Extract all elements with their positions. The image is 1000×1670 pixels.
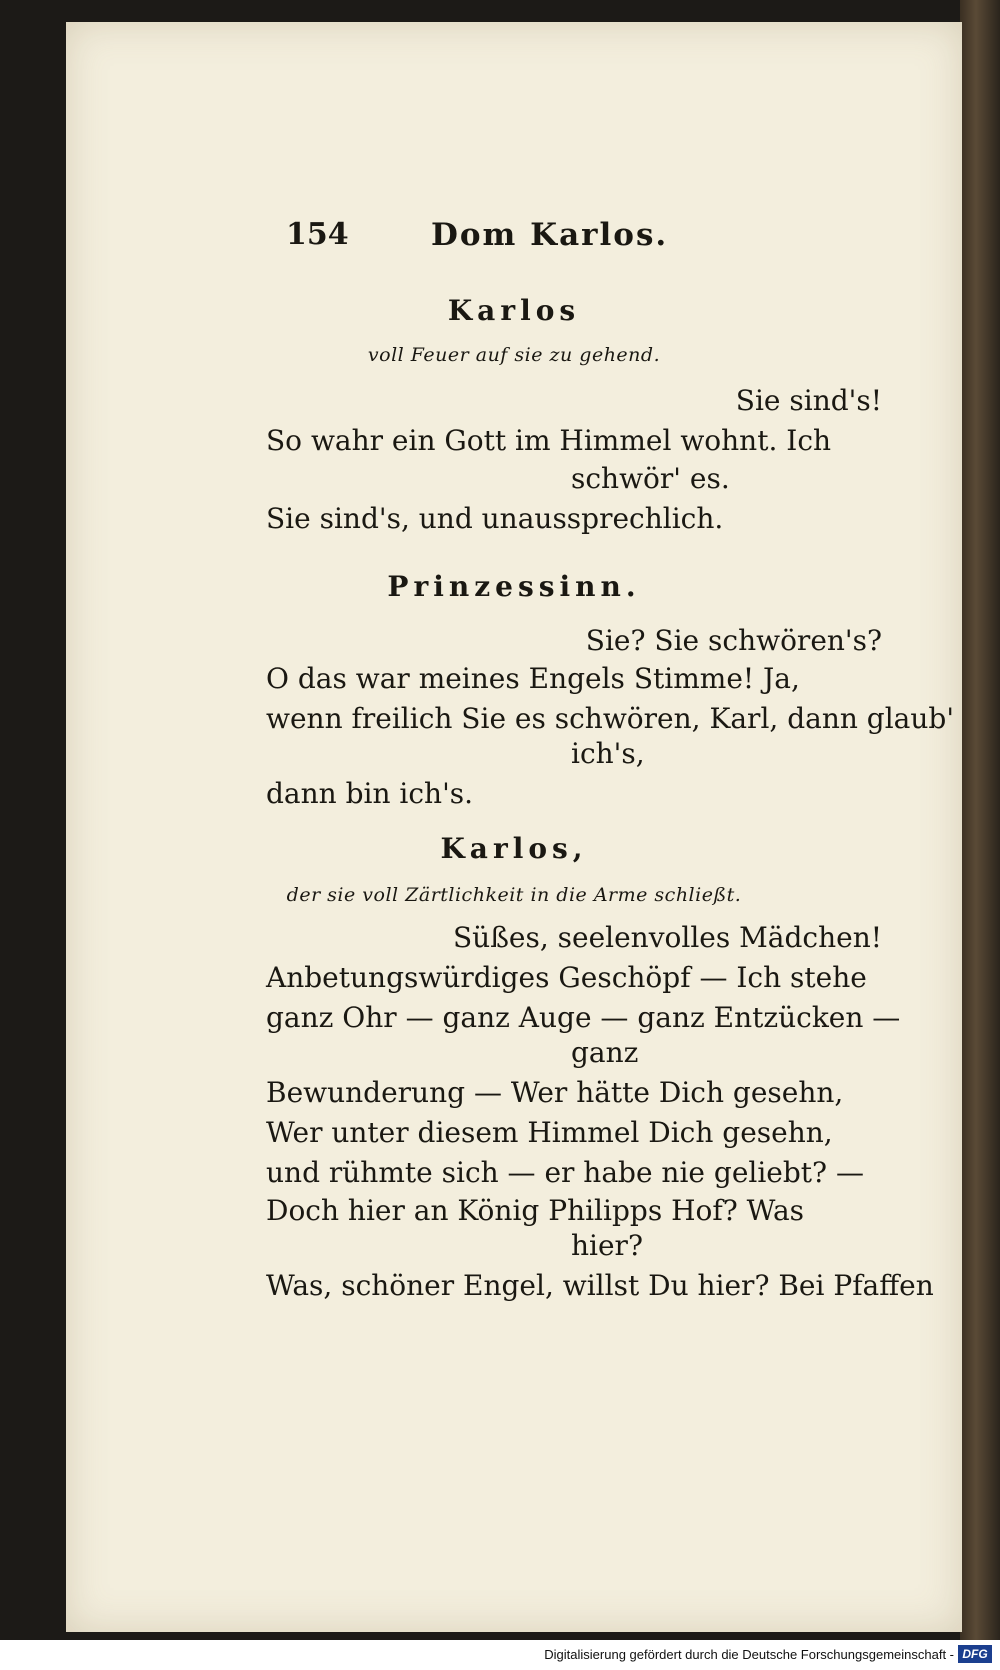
speaker-name: Karlos bbox=[447, 294, 581, 327]
dfg-logo: DFG bbox=[958, 1645, 992, 1663]
verse-line: dann bin ich's. bbox=[266, 777, 474, 810]
running-head bbox=[66, 217, 962, 261]
verse-line: So wahr ein Gott im Himmel wohnt. Ich bbox=[266, 424, 832, 457]
verse-line: Anbetungswürdiges Geschöpf — Ich stehe bbox=[266, 961, 867, 994]
verse-line: ganz bbox=[571, 1036, 639, 1069]
running-title: Dom Karlos. bbox=[431, 217, 669, 253]
verse-line: Süßes, seelenvolles Mädchen! bbox=[452, 921, 882, 954]
verse-line: Doch hier an König Philipps Hof? Was bbox=[266, 1194, 805, 1227]
verse-line: Was, schöner Engel, willst Du hier? Bei Pfaffen bbox=[266, 1269, 934, 1302]
book-edge bbox=[960, 0, 1000, 1640]
digitization-footer bbox=[0, 1640, 1000, 1670]
verse-line: wenn freilich Sie es schwören, Karl, dann glaub' bbox=[266, 702, 955, 735]
verse-line: O das war meines Engels Stimme! Ja, bbox=[266, 662, 800, 695]
verse-line: Sie sind's! bbox=[735, 384, 882, 417]
stage-direction: der sie voll Zärtlichkeit in die Arme schließt. bbox=[286, 884, 742, 906]
verse-line: schwör' es. bbox=[571, 462, 730, 495]
verse-line: ganz Ohr — ganz Auge — ganz Entzücken — bbox=[266, 1001, 901, 1034]
book-page bbox=[66, 22, 962, 1632]
verse-line: hier? bbox=[571, 1229, 643, 1262]
verse-line: ich's, bbox=[571, 737, 645, 770]
speaker-name: Prinzessinn. bbox=[387, 570, 641, 603]
speaker-name: Karlos, bbox=[440, 832, 588, 865]
stage-direction: voll Feuer auf sie zu gehend. bbox=[367, 344, 661, 366]
verse-line: Sie sind's, und unaussprechlich. bbox=[266, 502, 724, 535]
verse-line: Bewunderung — Wer hätte Dich gesehn, bbox=[266, 1076, 844, 1109]
verse-line: und rühmte sich — er habe nie geliebt? — bbox=[266, 1156, 864, 1189]
page-number: 154 bbox=[286, 217, 349, 252]
funding-credit: Digitalisierung gefördert durch die Deutsche Forschungsgemeinschaft - bbox=[544, 1647, 954, 1662]
verse-line: Sie? Sie schwören's? bbox=[585, 624, 882, 657]
verse-line: Wer unter diesem Himmel Dich gesehn, bbox=[266, 1116, 833, 1149]
